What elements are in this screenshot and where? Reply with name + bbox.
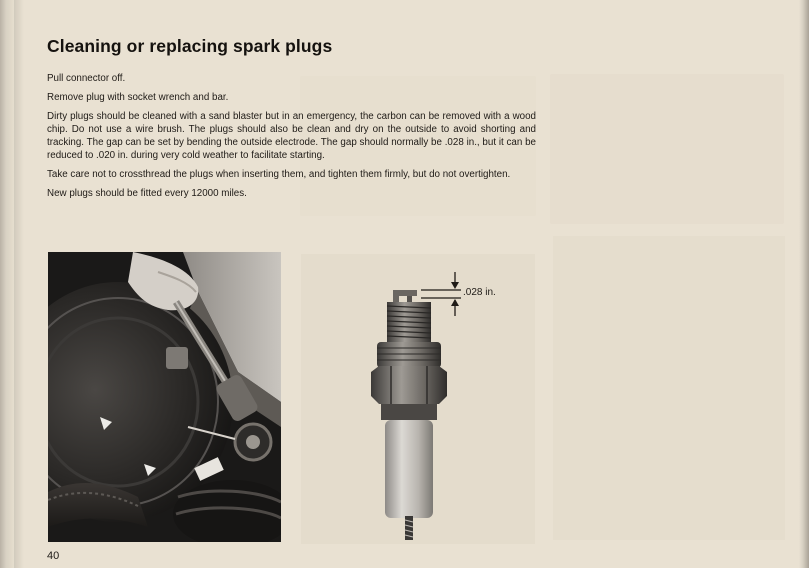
engine-photo <box>48 252 281 542</box>
instruction-paragraph: Pull connector off. <box>47 73 126 84</box>
instruction-paragraph: New plugs should be fitted every 12000 miles. <box>47 188 247 199</box>
page-edge <box>0 0 14 568</box>
right-page-edge <box>799 0 809 568</box>
instruction-paragraph: Dirty plugs should be cleaned with a sand blaster but in an emergency, the carbon can be removed with a wood chip. Do not use a wire brush. The plugs should also be clean and dry on the outside to avoid shorting and tracking. The gap can be set by bending the outside electrode. The gap should normally be .028 in., but it can be reduced to .020 in. during very cold weather to facilitate starting. <box>47 111 536 161</box>
engine-photo-drawing <box>48 252 281 542</box>
page-number: 40 <box>47 550 60 562</box>
bleed-through-text <box>550 74 784 224</box>
bleed-through-panel <box>553 236 785 540</box>
instruction-paragraph: Remove plug with socket wrench and bar. <box>47 92 229 103</box>
instructions-text <box>47 72 536 206</box>
binding-shadow <box>14 0 24 568</box>
gap-dimension-label: .028 in. <box>463 287 496 298</box>
instruction-paragraph: Take care not to crossthread the plugs when inserting them, and tighten them firmly, but do not overtighten. <box>47 169 511 180</box>
page-title: Cleaning or replacing spark plugs <box>47 36 333 56</box>
spark-plug-drawing <box>301 254 535 544</box>
spark-plug-illustration <box>301 254 535 544</box>
